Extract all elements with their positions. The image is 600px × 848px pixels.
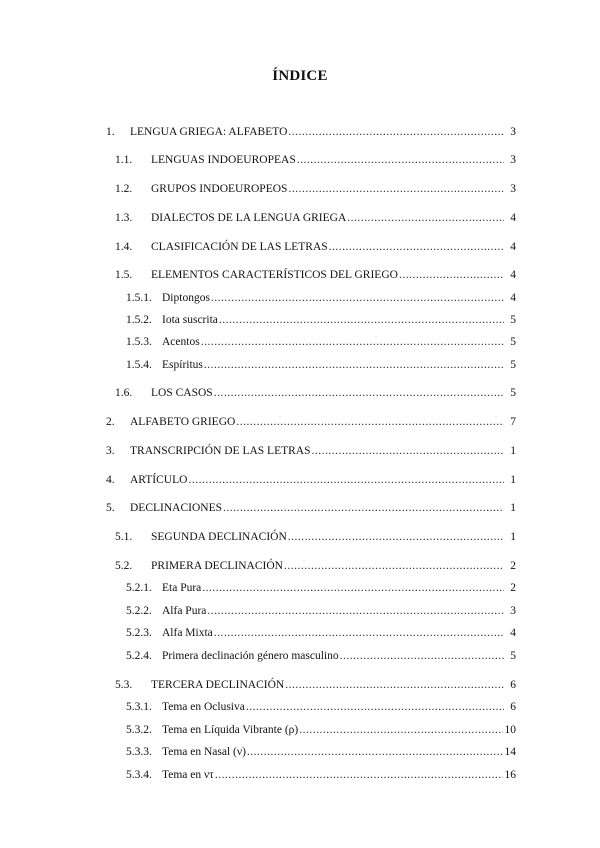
toc-entry-number: 5.2. — [115, 560, 133, 572]
toc-entry-number: 2. — [106, 416, 115, 428]
toc-entry-page: 6 — [510, 679, 516, 691]
toc-entry-page: 14 — [504, 746, 516, 758]
toc-entry-number: 5.3.4. — [126, 769, 152, 781]
toc-entry-number: 1.1. — [115, 154, 133, 166]
toc-leader-dots — [188, 472, 504, 488]
toc-leader-dots — [284, 558, 504, 574]
toc-entry-page: 1 — [510, 531, 516, 543]
toc-entry-number: 5.3. — [115, 679, 133, 691]
toc-entry[interactable] — [126, 580, 516, 596]
toc-leader-dots — [201, 334, 504, 350]
toc-entry-number: 5.3.3. — [126, 746, 152, 758]
toc-entry[interactable] — [126, 767, 516, 783]
toc-entry[interactable] — [115, 677, 516, 693]
toc-leader-dots — [207, 603, 504, 619]
toc-entry[interactable] — [126, 290, 516, 306]
toc-leader-dots — [297, 152, 504, 168]
toc-entry-page: 3 — [510, 126, 516, 138]
toc-leader-dots — [236, 414, 504, 430]
toc-entry[interactable] — [126, 357, 516, 373]
toc-entry-text: Primera declinación género masculino — [162, 650, 339, 662]
toc-entry-page: 4 — [510, 241, 516, 253]
toc-entry-text: Iota suscrita — [162, 314, 218, 326]
toc-entry-page: 5 — [510, 359, 516, 371]
toc-leader-dots — [329, 239, 504, 255]
toc-entry-number: 3. — [106, 445, 115, 457]
toc-entry-number: 1.6. — [115, 387, 133, 399]
toc-entry[interactable] — [106, 414, 516, 430]
toc-entry-page: 7 — [510, 416, 516, 428]
toc-entry-number: 1.3. — [115, 212, 133, 224]
toc-leader-dots — [288, 124, 504, 140]
toc-entry-page: 10 — [504, 724, 516, 736]
toc-entry-page: 5 — [510, 387, 516, 399]
toc-entry-number: 1.5.3. — [126, 336, 152, 348]
toc-entry-number: 1.5.4. — [126, 359, 152, 371]
toc-entry-page: 3 — [510, 183, 516, 195]
toc-entry[interactable] — [126, 699, 516, 715]
toc-entry-number: 1.5. — [115, 269, 133, 281]
toc-entry-page: 5 — [510, 314, 516, 326]
toc-entry-text: ARTÍCULO — [130, 474, 188, 486]
toc-entry-text: Alfa Pura — [162, 605, 207, 617]
toc-entry-page: 3 — [510, 154, 516, 166]
toc-entry[interactable] — [126, 625, 516, 641]
toc-entry-text: DECLINACIONES — [130, 502, 222, 514]
toc-entry-page: 1 — [510, 474, 516, 486]
toc-leader-dots — [202, 580, 504, 596]
toc-leader-dots — [312, 443, 504, 459]
toc-leader-dots — [288, 529, 504, 545]
toc-leader-dots — [223, 500, 504, 516]
toc-entry-text: DIALECTOS DE LA LENGUA GRIEGA — [151, 212, 347, 224]
toc-leader-dots — [214, 385, 504, 401]
toc-leader-dots — [288, 181, 504, 197]
toc-leader-dots — [211, 290, 504, 306]
toc-entry[interactable] — [115, 267, 516, 283]
toc-entry[interactable] — [126, 744, 516, 760]
toc-entry-page: 3 — [510, 605, 516, 617]
toc-leader-dots — [204, 357, 504, 373]
toc-entry-number: 1.5.2. — [126, 314, 152, 326]
toc-entry-page: 5 — [510, 650, 516, 662]
toc-entry-text: CLASIFICACIÓN DE LAS LETRAS — [151, 241, 328, 253]
toc-entry[interactable] — [115, 385, 516, 401]
toc-entry-number: 1.4. — [115, 241, 133, 253]
toc-entry-text: LENGUA GRIEGA: ALFABETO — [130, 126, 288, 138]
toc-entry-text: Tema en ντ — [162, 769, 214, 781]
toc-entry-text: GRUPOS INDOEUROPEOS — [151, 183, 288, 195]
toc-entry-text: ALFABETO GRIEGO — [130, 416, 236, 428]
toc-entry-page: 6 — [510, 701, 516, 713]
toc-entry[interactable] — [115, 529, 516, 545]
toc-entry-number: 5.3.2. — [126, 724, 152, 736]
toc-entry[interactable] — [106, 124, 516, 140]
toc-entry-number: 1. — [106, 126, 115, 138]
toc-entry-number: 1.5.1. — [126, 292, 152, 304]
toc-entry-page: 2 — [510, 582, 516, 594]
toc-entry-page: 1 — [510, 502, 516, 514]
toc-entry[interactable] — [106, 472, 516, 488]
toc-entry-page: 4 — [510, 627, 516, 639]
toc-leader-dots — [347, 210, 504, 226]
toc-entry[interactable] — [126, 312, 516, 328]
toc-entry-text: LENGUAS INDOEUROPEAS — [151, 154, 296, 166]
toc-entry-page: 5 — [510, 336, 516, 348]
toc-entry[interactable] — [126, 648, 516, 664]
toc-entry-number: 4. — [106, 474, 115, 486]
toc-entry-text: Acentos — [162, 336, 200, 348]
toc-entry-number: 5.2.3. — [126, 627, 152, 639]
toc-entry-number: 1.2. — [115, 183, 133, 195]
toc-entry-page: 16 — [504, 769, 516, 781]
toc-entry-number: 5.2.1. — [126, 582, 152, 594]
toc-entry-text: Tema en Líquida Vibrante (ρ) — [162, 724, 299, 736]
toc-entry-text: Diptongos — [162, 292, 210, 304]
toc-entry[interactable] — [106, 443, 516, 459]
toc-entry-number: 5.3.1. — [126, 701, 152, 713]
toc-entry[interactable] — [126, 603, 516, 619]
toc-entry-text: Alfa Mixta — [162, 627, 213, 639]
toc-entry-text: LOS CASOS — [151, 387, 213, 399]
toc-entry-text: TRANSCRIPCIÓN DE LAS LETRAS — [130, 445, 311, 457]
toc-entry-page: 4 — [510, 212, 516, 224]
toc-leader-dots — [299, 722, 502, 738]
toc-entry-text: Tema en Oclusiva — [162, 701, 245, 713]
toc-leader-dots — [214, 625, 504, 641]
toc-entry[interactable] — [126, 722, 516, 738]
toc-entry[interactable] — [106, 500, 516, 516]
toc-leader-dots — [219, 312, 504, 328]
toc-entry-page: 4 — [510, 269, 516, 281]
toc-leader-dots — [399, 267, 504, 283]
toc-entry-text: Eta Pura — [162, 582, 202, 594]
toc-entry-text: ELEMENTOS CARACTERÍSTICOS DEL GRIEGO — [151, 269, 398, 281]
toc-entry-text: TERCERA DECLINACIÓN — [151, 679, 285, 691]
toc-entry-page: 4 — [510, 292, 516, 304]
toc-leader-dots — [285, 677, 504, 693]
toc-leader-dots — [215, 767, 503, 783]
toc-entry-page: 2 — [510, 560, 516, 572]
toc-entry-page: 1 — [510, 445, 516, 457]
toc-entry-number: 5.2.2. — [126, 605, 152, 617]
toc-entry-text: PRIMERA DECLINACIÓN — [151, 560, 283, 572]
toc-entry-number: 5.2.4. — [126, 650, 152, 662]
toc-entry-text: Espíritus — [162, 359, 203, 371]
toc-leader-dots — [340, 648, 504, 664]
toc-entry-number: 5. — [106, 502, 115, 514]
toc-leader-dots — [247, 744, 503, 760]
toc-leader-dots — [246, 699, 504, 715]
toc-entry[interactable] — [115, 558, 516, 574]
page-title: ÍNDICE — [272, 68, 328, 84]
toc-entry[interactable] — [115, 152, 516, 168]
toc-entry-text: Tema en Nasal (ν) — [162, 746, 246, 758]
toc-entry[interactable] — [115, 239, 516, 255]
toc-entry-number: 5.1. — [115, 531, 133, 543]
toc-entry[interactable] — [126, 334, 516, 350]
toc-entry-text: SEGUNDA DECLINACIÓN — [151, 531, 287, 543]
toc-entry[interactable] — [115, 181, 516, 197]
toc-entry[interactable] — [115, 210, 516, 226]
